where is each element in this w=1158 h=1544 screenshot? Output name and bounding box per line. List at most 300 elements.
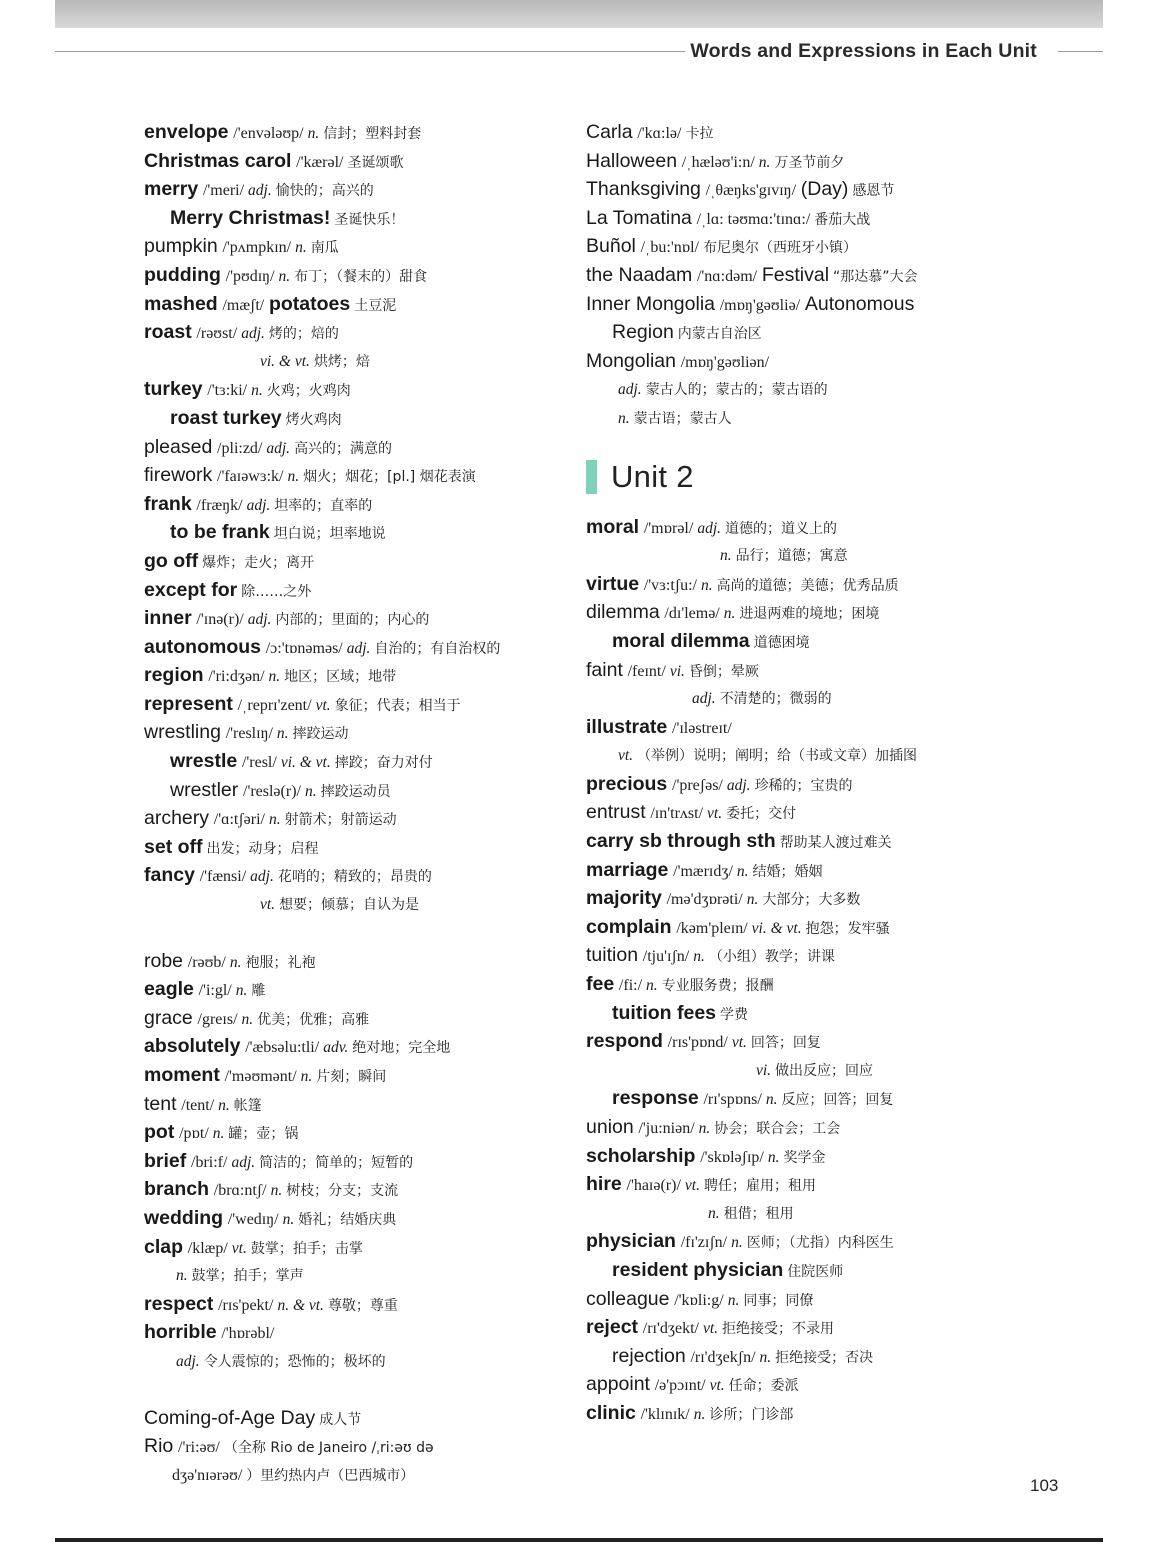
part-of-speech: n. xyxy=(720,547,732,565)
chinese-definition: 帐篷 xyxy=(233,1097,262,1114)
section-gap xyxy=(144,1376,569,1404)
phonetic: /fi:/ xyxy=(618,977,643,995)
part-of-speech: adj. xyxy=(697,519,721,537)
vocab-entry xyxy=(144,1347,569,1376)
phonetic: /'preʃəs/ xyxy=(672,776,723,794)
phonetic: /kəm'pleɪn/ xyxy=(676,919,748,937)
headword: tuition fees xyxy=(612,1001,717,1024)
headword-continuation: (Day) xyxy=(800,178,849,201)
vocab-entry xyxy=(586,147,1016,176)
headword: response xyxy=(612,1087,699,1110)
chinese-definition: 卡拉 xyxy=(685,126,714,142)
vocab-entry xyxy=(144,375,569,404)
chinese-definition: 鼓掌；拍手；击掌 xyxy=(250,1240,363,1257)
phonetic: /mɒŋ'gəʊliə/ xyxy=(719,296,801,314)
phonetic: /ɪn'trʌst/ xyxy=(650,805,704,823)
chinese-definition: 内部的；里面的；内心的 xyxy=(275,612,430,629)
vocab-entry xyxy=(586,1342,1016,1371)
chinese-definition: 道德的；道义上的 xyxy=(725,520,837,537)
chinese-definition: 火鸡；火鸡肉 xyxy=(266,383,351,400)
part-of-speech: adj. xyxy=(266,439,291,457)
vocab-entry xyxy=(586,1113,1016,1142)
vocab-entry xyxy=(144,461,569,490)
part-of-speech: vt. xyxy=(315,696,331,714)
vocab-entry xyxy=(586,770,1016,799)
chinese-definition: 学费 xyxy=(720,1006,749,1023)
chinese-definition: 简洁的；简单的；短暂的 xyxy=(259,1154,414,1171)
chinese-definition: 拒绝接受；不录用 xyxy=(722,1321,835,1338)
headword: Merry Christmas! xyxy=(170,206,331,229)
phonetic: /rɪ'dʒekt/ xyxy=(642,1320,699,1338)
headword: Mongolian xyxy=(586,349,676,372)
phonetic: /tent/ xyxy=(181,1096,215,1114)
phonetic: /'mærɪdʒ/ xyxy=(673,862,733,880)
vocab-entry xyxy=(586,1027,1016,1056)
vocab-entry xyxy=(144,1261,569,1290)
chinese-definition: 奖学金 xyxy=(783,1149,826,1166)
chinese-definition: 圣诞快乐！ xyxy=(334,211,405,228)
chinese-definition: 绝对地；完全地 xyxy=(352,1040,451,1057)
chinese-definition: 南瓜 xyxy=(310,240,339,257)
chinese-definition: 尊敬；尊重 xyxy=(327,1297,398,1314)
headword: wrestler xyxy=(170,778,239,801)
part-of-speech: adj. xyxy=(618,381,642,399)
headword: appoint xyxy=(586,1373,650,1396)
part-of-speech: n. xyxy=(270,1182,283,1200)
vocab-entry xyxy=(144,747,569,776)
chinese-definition: 回答；回复 xyxy=(750,1035,821,1052)
phonetic: /'reslɪŋ/ xyxy=(225,725,273,743)
chinese-definition: 除……之外 xyxy=(241,583,312,600)
headword: region xyxy=(144,664,204,687)
phonetic: /ˌreprɪ'zent/ xyxy=(237,696,312,714)
phonetic: /'nɑ:dəm/ xyxy=(696,267,758,285)
phonetic: /'hɒrəbl/ xyxy=(221,1325,275,1343)
headword: carry sb through sth xyxy=(586,830,776,853)
part-of-speech: vt. xyxy=(707,805,723,823)
chinese-definition: 感恩节 xyxy=(852,183,895,200)
headword: wrestling xyxy=(144,721,221,744)
phonetic: /'ri:əʊ/ xyxy=(178,1439,220,1457)
vocab-entry xyxy=(144,975,569,1004)
vocab-entry xyxy=(586,856,1016,885)
phonetic: /rɪs'pɒnd/ xyxy=(667,1034,728,1052)
vocab-entry xyxy=(144,861,569,890)
phonetic: /mɒŋ'gəʊliən/ xyxy=(680,353,770,371)
headword-continuation: Autonomous xyxy=(804,292,915,315)
headword: Coming-of-Age Day xyxy=(144,1406,316,1429)
phonetic: /tju'ɪʃn/ xyxy=(642,948,690,966)
vocab-entry xyxy=(586,827,1016,856)
part-of-speech: n. xyxy=(731,1234,743,1252)
headword: the Naadam xyxy=(586,263,693,286)
vocab-entry xyxy=(144,576,569,605)
vocab-entry xyxy=(586,375,1016,404)
part-of-speech: n. xyxy=(235,982,248,1000)
headword: grace xyxy=(144,1006,193,1029)
vocab-entry xyxy=(144,347,569,376)
phonetic: /pɒt/ xyxy=(179,1125,209,1143)
page-number: 103 xyxy=(1030,1476,1059,1495)
headword: clap xyxy=(144,1235,184,1258)
phonetic: /'pʊdɪŋ/ xyxy=(225,267,275,285)
vocab-entry xyxy=(586,1227,1016,1256)
part-of-speech: adv. xyxy=(323,1039,349,1057)
part-of-speech: adj. xyxy=(248,182,272,200)
vocab-entry xyxy=(586,941,1016,970)
phonetic: /ˌlɑ: təʊmɑ:'tɪnɑ:/ xyxy=(696,210,811,228)
headword: pleased xyxy=(144,435,213,458)
chinese-definition: 愉快的；高兴的 xyxy=(275,183,374,200)
phonetic: /rɪ'spɒns/ xyxy=(703,1091,762,1109)
phonetic: /'ɑ:tʃəri/ xyxy=(213,811,265,829)
part-of-speech: n. xyxy=(295,239,307,257)
chinese-definition: 布尼奥尔（西班牙小镇） xyxy=(702,240,857,257)
vocab-entry xyxy=(586,999,1016,1028)
phonetic: /'pʌmpkɪn/ xyxy=(222,239,292,257)
headword: precious xyxy=(586,772,668,795)
chinese-definition: 高尚的道德；美德；优秀品质 xyxy=(716,577,899,594)
part-of-speech: n. xyxy=(268,668,281,686)
headword: majority xyxy=(586,887,662,910)
chinese-definition: 品行；道德；寓意 xyxy=(735,548,848,565)
headword: autonomous xyxy=(144,635,261,658)
vocab-entry xyxy=(144,1318,569,1347)
vocab-entry xyxy=(144,290,569,319)
headword: archery xyxy=(144,807,210,830)
part-of-speech: n. xyxy=(287,468,300,486)
phonetic: /dɪ'lemə/ xyxy=(664,605,720,623)
chinese-definition: 反应；回答；回复 xyxy=(781,1092,894,1109)
phonetic: /'klɪnɪk/ xyxy=(640,1405,690,1423)
chinese-definition: 万圣节前夕 xyxy=(774,154,845,171)
chinese-definition: 住院医师 xyxy=(787,1263,844,1280)
headword: virtue xyxy=(586,572,640,595)
vocab-entry xyxy=(144,890,569,919)
chinese-definition: 布丁；（餐末的）甜食 xyxy=(294,268,428,285)
phonetic: /mæʃt/ xyxy=(222,296,265,314)
vocab-entry xyxy=(144,1233,569,1262)
vocab-entry xyxy=(144,232,569,261)
bottom-rule xyxy=(55,1538,1103,1542)
vocab-entry xyxy=(144,776,569,805)
vocab-entry xyxy=(586,598,1016,627)
headword: reject xyxy=(586,1316,639,1339)
chinese-definition: 罐；壶；锅 xyxy=(228,1126,299,1143)
phonetic: /'kærəl/ xyxy=(296,153,344,171)
part-of-speech: vt. xyxy=(702,1320,719,1338)
headword: union xyxy=(586,1116,634,1138)
chinese-definition: 不清楚的；微弱的 xyxy=(719,691,832,708)
part-of-speech: n. xyxy=(218,1096,230,1114)
vocab-entry xyxy=(144,261,569,290)
vocab-entry xyxy=(586,404,1016,433)
part-of-speech: n. xyxy=(693,948,705,966)
headword: faint xyxy=(586,658,623,681)
chinese-definition: （全称 Rio de Janeiro /ˌri:əʊ də xyxy=(223,1440,434,1457)
chinese-definition: 袍服；礼袍 xyxy=(245,954,316,971)
phonetic: /brɑ:ntʃ/ xyxy=(213,1182,267,1200)
vocab-entry xyxy=(586,1256,1016,1285)
part-of-speech: n. xyxy=(304,782,317,800)
headword: firework xyxy=(144,464,213,487)
headword: Inner Mongolia xyxy=(586,292,715,315)
part-of-speech: adj. xyxy=(241,325,265,343)
vocab-entry xyxy=(586,741,1016,770)
part-of-speech: adj. xyxy=(692,690,716,708)
chinese-definition: 圣诞颂歌 xyxy=(347,154,404,171)
vocab-entry xyxy=(144,1118,569,1147)
vocab-entry xyxy=(144,1175,569,1204)
vocab-entry xyxy=(144,1290,569,1319)
vocab-entry xyxy=(586,1142,1016,1171)
headword: roast turkey xyxy=(170,406,282,429)
part-of-speech: n. & vt. xyxy=(277,1296,324,1314)
vocab-entry xyxy=(586,232,1016,261)
phonetic: /'æbsəlu:tli/ xyxy=(245,1039,320,1057)
headword: pot xyxy=(144,1121,175,1144)
headword: clinic xyxy=(586,1401,636,1424)
vocab-entry xyxy=(586,513,1016,542)
chinese-definition: 诊所；门诊部 xyxy=(709,1406,794,1423)
chinese-definition: 信封；塑料封套 xyxy=(323,126,422,142)
headword: scholarship xyxy=(586,1144,696,1167)
headword: colleague xyxy=(586,1287,670,1310)
headword: inner xyxy=(144,607,192,630)
vocab-entry xyxy=(144,490,569,519)
chinese-definition: 爆炸；走火；离开 xyxy=(202,554,315,571)
phonetic: /'tɜ:ki/ xyxy=(207,382,248,400)
vocab-entry xyxy=(144,1090,569,1119)
chinese-definition: 昏倒；晕厥 xyxy=(688,663,759,680)
phonetic: /fɪ'zɪʃn/ xyxy=(680,1234,728,1252)
headword: represent xyxy=(144,692,233,715)
part-of-speech: adj. xyxy=(250,868,274,886)
part-of-speech: vt. xyxy=(618,747,634,765)
phonetic: /'ɪnə(r)/ xyxy=(196,611,244,629)
phonetic: /'reslə(r)/ xyxy=(243,782,301,800)
headword: Halloween xyxy=(586,149,678,172)
headword: respect xyxy=(144,1292,214,1315)
vocab-entry xyxy=(144,1461,569,1490)
phonetic: /ɔ:'tɒnəməs/ xyxy=(265,639,343,657)
running-header-title: Words and Expressions in Each Unit xyxy=(690,40,1037,62)
headword: hire xyxy=(586,1173,622,1196)
chinese-definition: 树枝；分支；支流 xyxy=(286,1183,399,1200)
part-of-speech: vt. xyxy=(731,1034,747,1052)
headword: moral xyxy=(586,515,640,538)
chinese-definition: 射箭术；射箭运动 xyxy=(284,812,397,829)
chinese-definition: 令人震惊的；恐怖的；极坏的 xyxy=(203,1353,386,1370)
part-of-speech: adj. xyxy=(726,776,751,794)
vocab-entry xyxy=(586,627,1016,656)
headword: merry xyxy=(144,178,199,201)
vocab-entry xyxy=(586,1170,1016,1199)
chinese-definition: 鼓掌；拍手；掌声 xyxy=(191,1268,304,1285)
headword: robe xyxy=(144,949,184,972)
headword-continuation: potatoes xyxy=(268,292,351,315)
phonetic: /'wedɪŋ/ xyxy=(227,1210,279,1228)
chinese-definition: 进退两难的境地；困境 xyxy=(739,606,880,623)
vocab-entry xyxy=(144,1032,569,1061)
part-of-speech: adj. xyxy=(176,1352,200,1370)
vocab-entry xyxy=(144,404,569,433)
headword: mashed xyxy=(144,292,218,315)
headword: moral dilemma xyxy=(612,629,750,652)
part-of-speech: n. xyxy=(300,1068,313,1085)
phonetic: /ˌθæŋks'gɪvɪŋ/ xyxy=(705,182,797,200)
headword: pumpkin xyxy=(144,235,218,258)
chinese-definition: 地区；区域；地带 xyxy=(284,669,397,686)
part-of-speech: n. xyxy=(269,811,281,829)
chinese-definition: 抱怨；发牢骚 xyxy=(805,920,890,937)
part-of-speech: vi. xyxy=(756,1061,772,1079)
vocab-entry xyxy=(586,347,1016,376)
part-of-speech: n. xyxy=(727,1291,740,1309)
header-rule-left xyxy=(55,51,685,52)
headword: resident physician xyxy=(612,1258,784,1281)
part-of-speech: n. xyxy=(723,605,736,623)
phonetic: /'ri:dʒən/ xyxy=(208,668,265,686)
part-of-speech: vi. & vt. xyxy=(280,754,331,772)
chinese-definition: 委托；交付 xyxy=(726,806,797,823)
chinese-definition: 专业服务费；报酬 xyxy=(661,978,774,995)
phonetic: /'fænsi/ xyxy=(199,868,247,886)
vocab-entry xyxy=(586,175,1016,204)
part-of-speech: n. xyxy=(767,1148,780,1166)
vocab-entry xyxy=(144,175,569,204)
chinese-definition: 医师；（尤指）内科医生 xyxy=(746,1235,894,1252)
chinese-definition: 番茄大战 xyxy=(814,211,871,228)
vocab-entry xyxy=(586,913,1016,942)
headword: rejection xyxy=(612,1344,686,1367)
part-of-speech: n. xyxy=(758,153,771,171)
part-of-speech: n. xyxy=(759,1348,772,1366)
phonetic: /'vɜ:tʃu:/ xyxy=(643,576,697,594)
chinese-definition: 协会；联合会；工会 xyxy=(714,1121,841,1137)
headword: frank xyxy=(144,492,192,515)
part-of-speech: n. xyxy=(736,862,749,880)
headword: illustrate xyxy=(586,715,668,738)
chinese-definition: 雕 xyxy=(251,983,266,1000)
part-of-speech: n. xyxy=(746,891,759,909)
chinese-definition: 结婚；婚姻 xyxy=(752,863,823,880)
headword: complain xyxy=(586,915,672,938)
part-of-speech: n. xyxy=(701,576,713,594)
headword: set off xyxy=(144,835,203,858)
part-of-speech: vi. & vt. xyxy=(751,919,802,937)
left-column xyxy=(144,118,569,1489)
headword: wedding xyxy=(144,1206,224,1229)
headword: physician xyxy=(586,1230,676,1253)
vocab-entry xyxy=(144,1147,569,1176)
vocab-entry xyxy=(586,118,1016,147)
phonetic: /mə'dʒɒrəti/ xyxy=(666,891,743,909)
part-of-speech: vt. xyxy=(684,1177,700,1195)
unit-heading-bar xyxy=(586,460,597,494)
part-of-speech: n. xyxy=(229,953,242,971)
chinese-definition: 摔跤运动员 xyxy=(320,783,391,800)
vocab-entry xyxy=(586,1056,1016,1085)
vocab-entry xyxy=(144,1404,569,1433)
headword: fee xyxy=(586,973,615,996)
chinese-definition: 烟火；烟花；[pl.] 烟花表演 xyxy=(303,469,476,486)
chinese-definition: 同事；同僚 xyxy=(743,1292,814,1309)
chinese-definition: 帮助某人渡过难关 xyxy=(779,835,892,852)
part-of-speech: n. xyxy=(698,1120,711,1137)
chinese-definition: 道德困境 xyxy=(753,634,810,651)
headword: Region xyxy=(612,321,674,344)
phonetic: dʒə'nɪərəʊ/ xyxy=(172,1466,243,1484)
headword: pudding xyxy=(144,263,221,286)
vocab-entry xyxy=(144,833,569,862)
chinese-definition: “那达慕”大会 xyxy=(833,268,918,285)
vocab-entry xyxy=(144,947,569,976)
vocab-entry xyxy=(144,690,569,719)
part-of-speech: adj. xyxy=(346,639,371,657)
part-of-speech: vt. xyxy=(231,1239,247,1257)
vocab-entry xyxy=(586,204,1016,233)
headword: Christmas carol xyxy=(144,149,292,172)
section-gap xyxy=(144,919,569,947)
chinese-definition: 自治的；有自治权的 xyxy=(374,640,501,657)
vocab-entry xyxy=(586,570,1016,599)
chinese-definition: 任命；委派 xyxy=(728,1378,799,1395)
chinese-definition: 坦率的；直率的 xyxy=(274,497,373,514)
chinese-definition: 象征；代表；相当于 xyxy=(334,697,461,714)
part-of-speech: n. xyxy=(176,1267,188,1285)
part-of-speech: adj. xyxy=(246,496,271,514)
phonetic: /rəʊst/ xyxy=(196,325,238,343)
part-of-speech: n. xyxy=(618,409,630,427)
vocab-entry xyxy=(586,1285,1016,1314)
phonetic: /feɪnt/ xyxy=(627,662,666,680)
headword: fancy xyxy=(144,864,195,887)
chinese-definition: 拒绝接受；否决 xyxy=(775,1349,874,1366)
part-of-speech: n. xyxy=(241,1010,254,1028)
phonetic: /greɪs/ xyxy=(197,1010,238,1028)
chinese-definition: 摔跤；奋力对付 xyxy=(334,755,433,772)
phonetic: /'envələʊp/ xyxy=(233,125,304,142)
header-rule-right xyxy=(1058,51,1103,52)
chinese-definition: 出发；动身；启程 xyxy=(206,840,319,857)
part-of-speech: n. xyxy=(278,267,291,285)
chinese-definition: 烤火鸡肉 xyxy=(285,411,342,428)
headword: entrust xyxy=(586,801,646,824)
vocab-entry xyxy=(144,147,569,176)
chinese-definition: 蒙古人的；蒙古的；蒙古语的 xyxy=(645,382,828,399)
phonetic: /'ɪləstreɪt/ xyxy=(672,719,732,737)
chinese-definition: 土豆泥 xyxy=(354,297,397,314)
vocab-entry xyxy=(586,1313,1016,1342)
phonetic: /'haɪə(r)/ xyxy=(626,1177,681,1195)
headword: Rio xyxy=(144,1435,174,1458)
phonetic: /fræŋk/ xyxy=(196,496,243,514)
headword: tent xyxy=(144,1092,177,1115)
top-scan-band xyxy=(55,0,1103,28)
chinese-definition: （小组）教学；讲课 xyxy=(708,949,835,966)
right-column xyxy=(586,118,1016,1428)
phonetic: /'kɑ:lə/ xyxy=(637,125,682,142)
chinese-definition: 珍稀的；宝贵的 xyxy=(754,777,853,794)
phonetic: /klæp/ xyxy=(187,1239,228,1257)
part-of-speech: adj. xyxy=(231,1153,256,1171)
headword: envelope xyxy=(144,121,229,143)
chinese-definition: 婚礼；结婚庆典 xyxy=(298,1211,397,1228)
chinese-definition: 烘烤；焙 xyxy=(313,353,370,370)
part-of-speech: n. xyxy=(276,725,289,743)
chinese-definition: ）里约热内卢（巴西城市） xyxy=(246,1467,415,1484)
